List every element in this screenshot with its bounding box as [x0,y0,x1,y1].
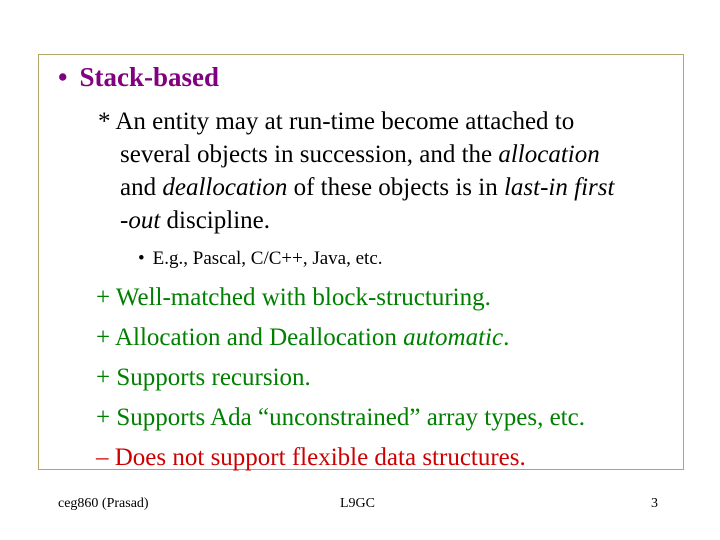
point-1-text: + Well-matched with block-structuring. [96,284,491,311]
point-3 [96,364,311,392]
definition-text-3c: of these objects is in [287,174,504,201]
point-3-text: + Supports recursion. [96,364,311,391]
point-4-text: + Supports Ada “unconstrained” array types, etc. [96,404,585,431]
definition-line-3 [120,174,614,202]
point-1 [96,284,491,312]
definition-text-4b: discipline. [160,207,270,234]
example-line [138,248,383,270]
definition-text-3a: and [120,174,163,201]
point-5 [96,444,526,472]
definition-text-3b: deallocation [162,174,288,201]
definition-text-3d: last-in first [503,174,615,201]
example-text: E.g., Pascal, C/C++, Java, etc. [152,248,383,269]
footer-author: ceg860 (Prasad) [58,496,149,511]
point-2-text-a: + Allocation and Deallocation [96,324,404,351]
example-bullet: • [138,248,145,269]
point-5-text: – Does not support flexible data structures. [96,444,526,471]
definition-text-2a: several objects in succession, and the [120,141,499,168]
definition-text-2b: allocation [498,141,600,168]
definition-text-1: * An entity may at run-time become attached to [98,108,575,135]
footer-page-number: 3 [651,496,658,511]
slide-heading [58,62,219,93]
point-2 [96,324,509,352]
point-4 [96,404,585,432]
definition-line-4 [120,207,270,235]
definition-line-1 [98,108,574,136]
point-2-text-c: . [503,324,510,351]
heading-bullet: • [58,62,68,92]
point-2-text-b: automatic [403,324,504,351]
footer-slide-code: L9GC [340,496,375,511]
definition-line-2 [120,141,600,169]
definition-text-4a: -out [120,207,161,234]
heading-text: Stack-based [79,62,219,92]
